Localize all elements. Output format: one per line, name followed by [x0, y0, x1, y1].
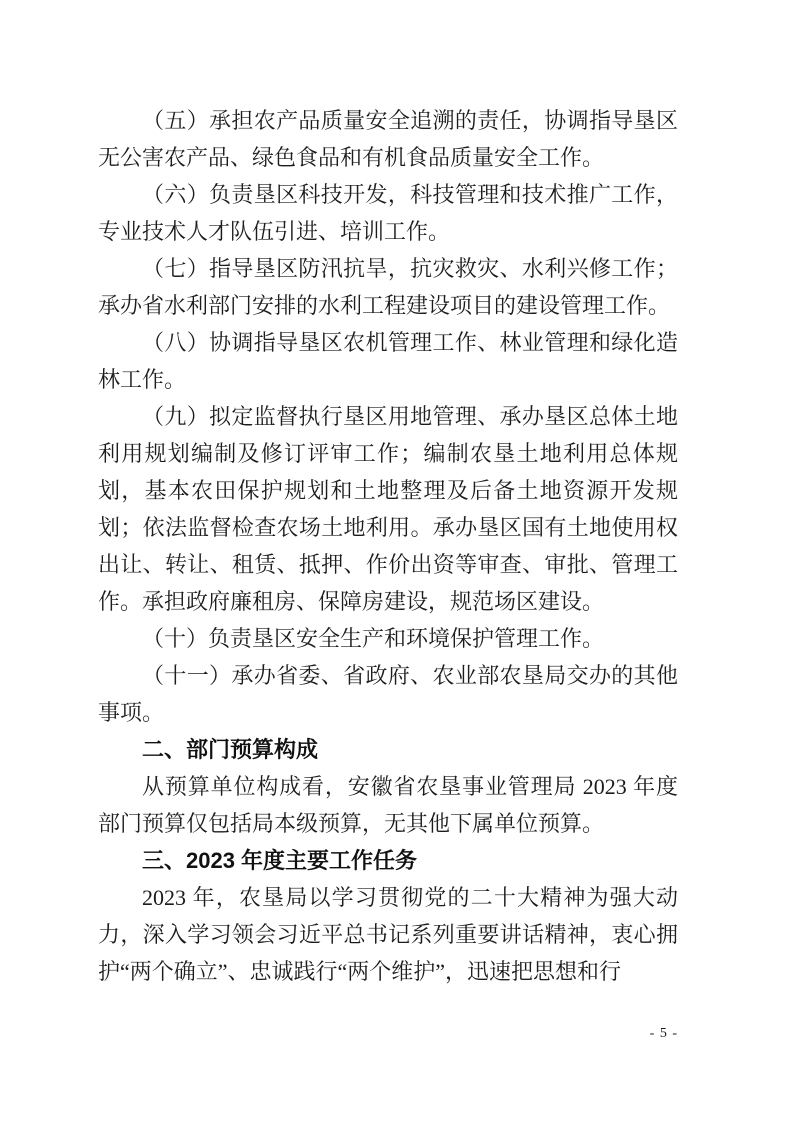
para-duty-10: （十）负责垦区安全生产和环境保护管理工作。 [142, 626, 605, 651]
document-body [98, 102, 678, 990]
page-number: - 5 - [649, 1026, 678, 1041]
para-budget-composition: 从预算单位构成看，安徽省农垦事业管理局 2023 年度部门预算仅包括局本级预算，无其他下属单位预算。 [98, 774, 678, 836]
para-2023-main-tasks: 2023 年，农垦局以学习贯彻党的二十大精神为强大动力，深入学习领会习近平总书记系列重要讲话精神，衷心拥护“两个确立”、忠诚践行“两个维护”，迅速把思想和行 [98, 885, 678, 984]
para-duty-11: （十一）承办省委、省政府、农业部农垦局交办的其他事项。 [98, 663, 678, 725]
para-duty-5: （五）承担农产品质量安全追溯的责任，协调指导垦区无公害农产品、绿色食品和有机食品质量安全工作。 [98, 108, 678, 170]
para-duty-9: （九）拟定监督执行垦区用地管理、承办垦区总体土地利用规划编制及修订评审工作；编制农垦土地利用总体规划，基本农田保护规划和土地整理及后备土地资源开发规划；依法监督检查农场土地利用。承办垦区国有土地使用权出让、转让、租赁、抵押、作价出资等审查、审批、管理工作。承担政府廉租房、保障房建设，规范场区建设。 [98, 404, 678, 614]
para-duty-6: （六）负责垦区科技开发，科技管理和技术推广工作，专业技术人才队伍引进、培训工作。 [98, 182, 678, 244]
heading-2023-main-tasks: 三、2023 年度主要工作任务 [142, 848, 418, 873]
heading-budget-composition: 二、部门预算构成 [142, 737, 319, 762]
para-duty-8: （八）协调指导垦区农机管理工作、林业管理和绿化造林工作。 [98, 330, 678, 392]
para-duty-7: （七）指导垦区防汛抗旱，抗灾救灾、水利兴修工作；承办省水利部门安排的水利工程建设项目的建设管理工作。 [98, 256, 678, 318]
